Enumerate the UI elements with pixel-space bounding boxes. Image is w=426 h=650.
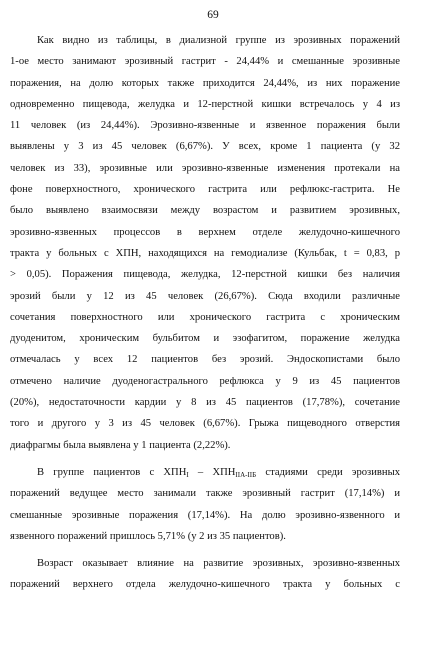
text-line: было выявлено взаимосвязи между возрастом и развитием эрозивных, <box>10 205 400 217</box>
page-number: 69 <box>207 9 219 21</box>
text-line: смешанные эрозивные поражения (17,14%). На долю эрозивно-язвенного и <box>10 509 400 521</box>
text-line: диафрагмы была выявлена у 1 пациента (2,22%). <box>10 439 231 451</box>
text-line: > 0,05). Поражения пищевода, желудка, 12-перстной кишки без наличия <box>10 269 400 281</box>
text-line: человек из 33), эрозивные или эрозивно-язвенные изменения протекали на <box>10 162 400 174</box>
text-line: дуоденитом, хроническим бульбитом и эзофагитом, поражение желудка <box>10 333 400 345</box>
text-line: поражений ведущее место занимали также эрозивный гастрит (17,14%) и <box>10 488 400 500</box>
paragraph-2 <box>10 462 400 547</box>
text-line: поражения, на долю которых также приходится 24,44%, из них поражение <box>10 77 400 89</box>
text-line: (20%), недостаточности кардии у 8 из 45 пациентов (17,78%), сочетание <box>10 397 400 409</box>
text-run: – ХПН <box>188 466 236 478</box>
text-line: сочетания поверхностного или хронического гастрита с хроническим <box>10 311 400 323</box>
paragraph-3 <box>10 553 400 596</box>
text-line: выявлены у 3 из 45 человек (6,67%). У всех, кроме 1 пациента (у 32 <box>10 141 400 153</box>
text-line: Возраст оказывает влияние на развитие эрозивных, эрозивно-язвенных <box>37 558 400 570</box>
text-line: отмечалась у всех 12 пациентов без эрозий. Эндоскопистами было <box>10 354 400 366</box>
text-run: В группе пациентов с ХПН <box>37 466 187 478</box>
text-line: язвенного поражений пришлось 5,71% (у 2 из 35 пациентов). <box>10 530 286 542</box>
text-line: отмечено наличие дуоденогастрального рефлюкса у 9 из 45 пациентов <box>10 375 400 387</box>
text-body <box>10 30 400 596</box>
text-run: стадиями среди эрозивных <box>256 466 400 478</box>
text-line <box>10 462 400 483</box>
subscript: IIA-IIБ <box>235 470 257 479</box>
text-line: поражений верхнего отдела желудочно-кишечного тракта у больных с <box>10 579 400 591</box>
text-line: того и другого у 3 из 45 человек (6,67%). Грыжа пищеводного отверстия <box>10 418 400 430</box>
text-line: эрозий были у 12 из 45 человек (26,67%). Сюда входили различные <box>10 290 400 302</box>
text-line: эрозивно-язвенных процессов в верхнем отделе желудочно-кишечного <box>10 226 400 238</box>
subscript: I <box>186 470 189 479</box>
text-line: одновременно пищевода, желудка и 12-перстной кишки встречалось у 4 из <box>10 98 400 110</box>
text-line: тракта у больных с ХПН, находящихся на гемодиализе (Кульбак, t = 0,83, р <box>10 247 400 259</box>
paragraph-1 <box>10 30 400 456</box>
text-line: 11 человек (из 24,44%). Эрозивно-язвенные и язвенное поражения были <box>10 120 400 132</box>
text-line: 1-ое место занимают эрозивный гастрит - 24,44% и смешанные эрозивные <box>10 56 400 68</box>
text-line: фоне поверхностного, хронического гастрита или рефлюкс-гастрита. Не <box>10 184 400 196</box>
text-line: Как видно из таблицы, в диализной группе из эрозивных поражений <box>37 35 400 46</box>
